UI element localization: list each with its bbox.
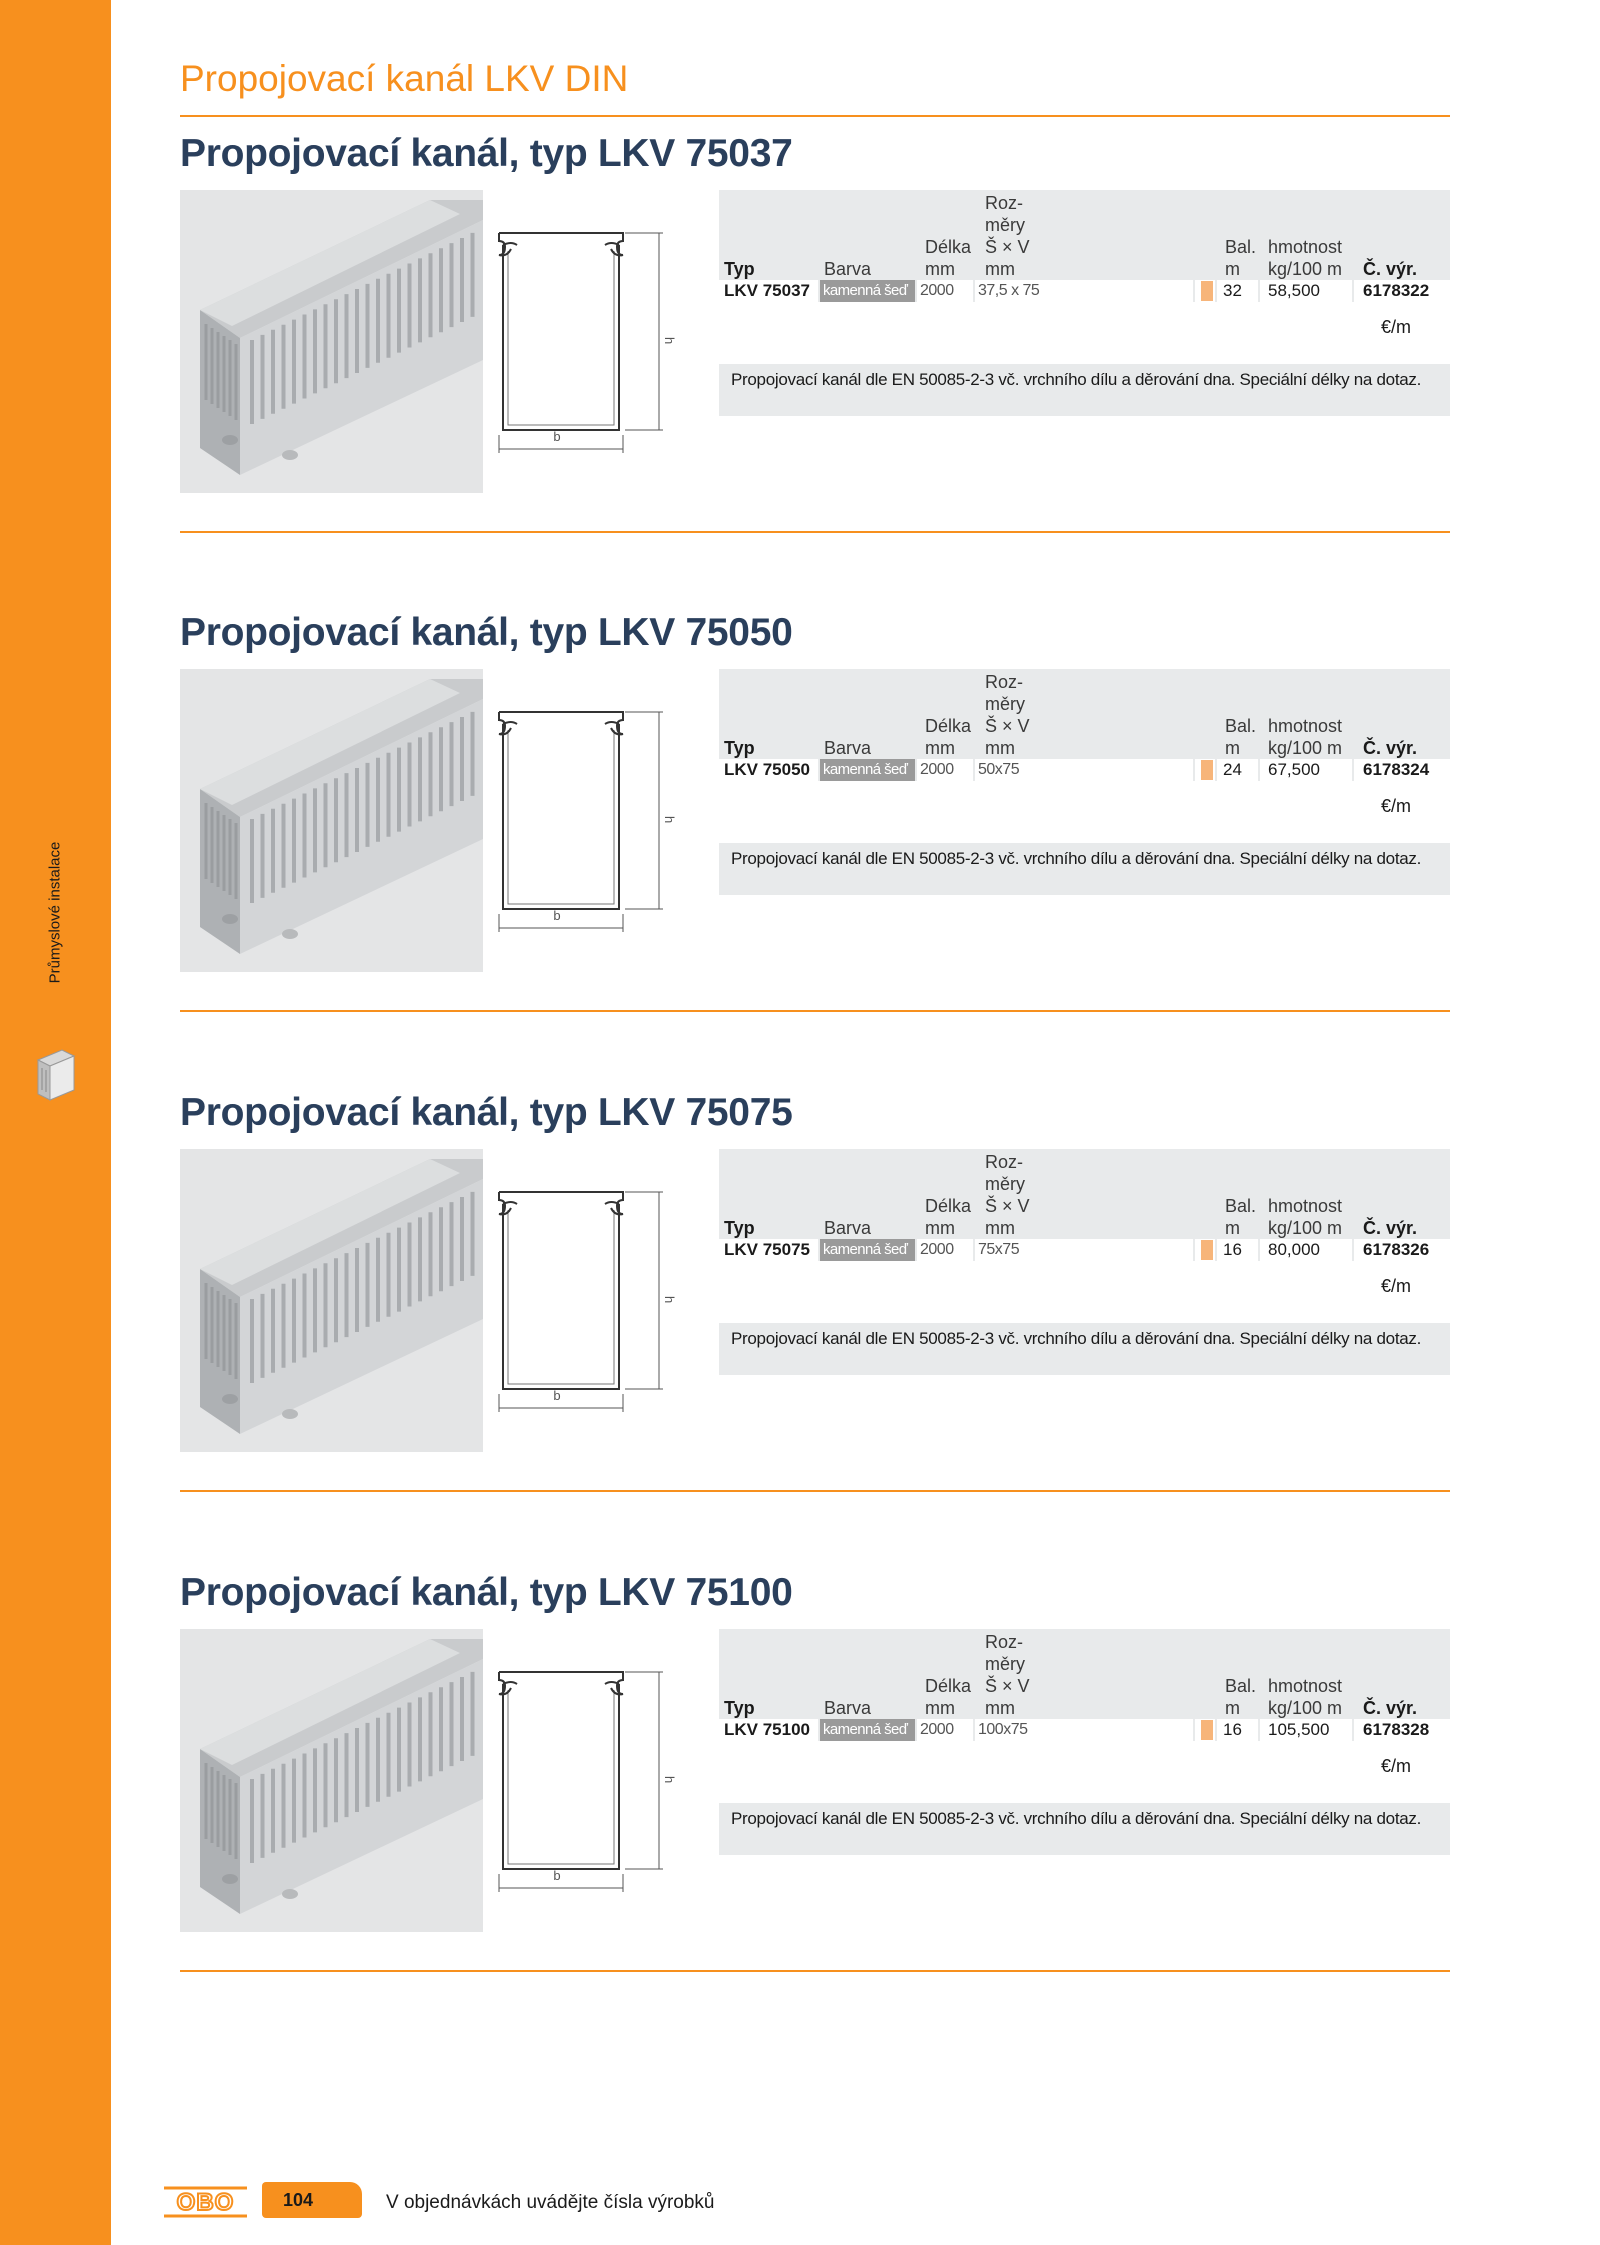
header-rozmery-dims: Š × V [985, 1676, 1030, 1696]
header-delka-unit: mm [925, 259, 955, 279]
cross-section-drawing [495, 1666, 680, 1896]
header-delka-unit: mm [925, 1218, 955, 1238]
cell-hmotnost: 80,000 [1260, 1239, 1352, 1261]
header-typ: Typ [724, 1218, 755, 1238]
spec-table-header [719, 190, 1450, 280]
cable-duct-photo-icon [180, 669, 483, 972]
header-rozmery: měry [985, 694, 1025, 714]
svg-text:b: b [553, 1388, 561, 1403]
product-section-1 [180, 132, 1450, 622]
header-delka-unit: mm [925, 738, 955, 758]
product-section-2 [180, 611, 1450, 1101]
svg-text:h: h [662, 816, 677, 824]
header-rozmery-dims: Š × V [985, 1196, 1030, 1216]
page-number-badge [262, 2182, 362, 2218]
header-rozmery: měry [985, 1174, 1025, 1194]
obo-logo [163, 2186, 248, 2218]
header-rozmery-unit: mm [985, 1218, 1015, 1238]
cell-cislo: 6178322 [1354, 280, 1450, 302]
header-hmotnost-unit: kg/100 m [1268, 259, 1343, 279]
cell-barva: kamenná šeď [820, 759, 915, 781]
svg-text:b: b [553, 908, 561, 923]
cell-typ: LKV 75075 [719, 1239, 818, 1261]
product-section-3 [180, 1091, 1450, 1581]
header-delka: Délka [925, 237, 972, 257]
svg-text:b: b [553, 1868, 561, 1883]
section-title: Propojovací kanál, typ LKV 75075 [180, 1091, 793, 1134]
svg-text:h: h [662, 337, 677, 345]
cell-typ: LKV 75037 [719, 280, 818, 302]
header-bal: Bal. [1225, 1676, 1257, 1696]
cell-rozmery: 50x75 [975, 759, 1193, 781]
product-photo [180, 1149, 483, 1452]
side-stripe [0, 0, 111, 2245]
cross-section-drawing [495, 1186, 680, 1416]
footer-note: V objednávkách uvádějte čísla výrobků [386, 2192, 715, 2213]
cell-bal: 32 [1217, 280, 1258, 302]
product-section-4 [180, 1571, 1450, 2061]
cell-hmotnost: 67,500 [1260, 759, 1352, 781]
header-typ: Typ [724, 259, 755, 279]
header-rozmery: měry [985, 1654, 1025, 1674]
cell-delka: 2000 [917, 1719, 973, 1741]
header-bal-unit: m [1225, 259, 1240, 279]
price-unit: €/m [1381, 317, 1412, 337]
spec-table-header [719, 669, 1450, 759]
product-photo [180, 669, 483, 972]
side-category-label: Průmyslové instalace [46, 841, 64, 984]
page-title: Propojovací kanál LKV DIN [180, 58, 629, 99]
cell-delka: 2000 [917, 759, 973, 781]
cross-section-drawing [495, 227, 680, 457]
header-delka: Délka [925, 1196, 972, 1216]
header-rozmery: Roz- [985, 193, 1024, 213]
price-marker [1195, 1239, 1215, 1261]
cell-barva: kamenná šeď [820, 1239, 915, 1261]
price-unit: €/m [1381, 1276, 1412, 1296]
section-title: Propojovací kanál, typ LKV 75050 [180, 611, 793, 654]
svg-text:h: h [662, 1296, 677, 1304]
header-barva: Barva [824, 259, 872, 279]
cable-duct-thumbnail-icon [34, 1046, 76, 1102]
table-row [719, 280, 1450, 302]
header-delka: Délka [925, 716, 972, 736]
spec-table [719, 1149, 1450, 1261]
spec-table-header [719, 1629, 1450, 1719]
table-row [719, 1719, 1450, 1741]
price-unit: €/m [1381, 796, 1412, 816]
header-rozmery-unit: mm [985, 259, 1015, 279]
spec-table [719, 190, 1450, 302]
cell-hmotnost: 58,500 [1260, 280, 1352, 302]
header-rozmery: Roz- [985, 1152, 1024, 1172]
table-row [719, 759, 1450, 781]
page-number: 104 [282, 2190, 314, 2210]
header-rozmery: měry [985, 215, 1025, 235]
header-rozmery-dims: Š × V [985, 716, 1030, 736]
product-description: Propojovací kanál dle EN 50085-2-3 vč. vrchního dílu a děrování dna. Speciální délky na dotaz. [719, 364, 1450, 416]
header-hmotnost: hmotnost [1268, 1196, 1343, 1216]
header-bal: Bal. [1225, 1196, 1257, 1216]
header-typ: Typ [724, 738, 755, 758]
section-rule [180, 1970, 1450, 1972]
product-description: Propojovací kanál dle EN 50085-2-3 vč. vrchního dílu a děrování dna. Speciální délky na dotaz. [719, 1323, 1450, 1375]
cell-barva: kamenná šeď [820, 1719, 915, 1741]
header-typ: Typ [724, 1698, 755, 1718]
header-bal-unit: m [1225, 1698, 1240, 1718]
header-hmotnost-unit: kg/100 m [1268, 1218, 1343, 1238]
title-rule [180, 115, 1450, 117]
spec-table [719, 669, 1450, 781]
header-delka: Délka [925, 1676, 972, 1696]
cell-bal: 16 [1217, 1719, 1258, 1741]
header-hmotnost-unit: kg/100 m [1268, 738, 1343, 758]
cell-typ: LKV 75100 [719, 1719, 818, 1741]
cell-barva: kamenná šeď [820, 280, 915, 302]
header-rozmery: Roz- [985, 672, 1024, 692]
cell-cislo: 6178328 [1354, 1719, 1450, 1741]
header-barva: Barva [824, 1698, 872, 1718]
cross-section-drawing [495, 706, 680, 936]
cable-duct-photo-icon [180, 1629, 483, 1932]
header-bal: Bal. [1225, 237, 1257, 257]
cell-hmotnost: 105,500 [1260, 1719, 1352, 1741]
cell-cislo: 6178326 [1354, 1239, 1450, 1261]
product-photo [180, 190, 483, 493]
cable-duct-photo-icon [180, 190, 483, 493]
product-description: Propojovací kanál dle EN 50085-2-3 vč. vrchního dílu a děrování dna. Speciální délky na dotaz. [719, 843, 1450, 895]
cell-bal: 24 [1217, 759, 1258, 781]
header-rozmery-unit: mm [985, 738, 1015, 758]
table-row [719, 1239, 1450, 1261]
header-cislo: Č. výr. [1363, 1218, 1418, 1238]
header-barva: Barva [824, 1218, 872, 1238]
price-marker [1195, 1719, 1215, 1741]
header-bal: Bal. [1225, 716, 1257, 736]
product-photo [180, 1629, 483, 1932]
svg-text:h: h [662, 1776, 677, 1784]
header-hmotnost: hmotnost [1268, 237, 1343, 257]
header-cislo: Č. výr. [1363, 259, 1418, 279]
price-unit: €/m [1381, 1756, 1412, 1776]
section-rule [180, 1010, 1450, 1012]
header-hmotnost: hmotnost [1268, 716, 1343, 736]
header-cislo: Č. výr. [1363, 1698, 1418, 1718]
price-marker [1195, 759, 1215, 781]
cell-typ: LKV 75050 [719, 759, 818, 781]
cell-bal: 16 [1217, 1239, 1258, 1261]
header-delka-unit: mm [925, 1698, 955, 1718]
header-hmotnost: hmotnost [1268, 1676, 1343, 1696]
header-rozmery-dims: Š × V [985, 237, 1030, 257]
cell-delka: 2000 [917, 1239, 973, 1261]
header-bal-unit: m [1225, 1218, 1240, 1238]
cell-cislo: 6178324 [1354, 759, 1450, 781]
cell-delka: 2000 [917, 280, 973, 302]
header-hmotnost-unit: kg/100 m [1268, 1698, 1343, 1718]
header-bal-unit: m [1225, 738, 1240, 758]
cell-rozmery: 100x75 [975, 1719, 1193, 1741]
cable-duct-photo-icon [180, 1149, 483, 1452]
cell-rozmery: 37,5 x 75 [975, 280, 1193, 302]
section-rule [180, 531, 1450, 533]
header-cislo: Č. výr. [1363, 738, 1418, 758]
price-marker [1195, 280, 1215, 302]
header-rozmery: Roz- [985, 1632, 1024, 1652]
section-title: Propojovací kanál, typ LKV 75100 [180, 1571, 793, 1614]
svg-text:b: b [553, 429, 561, 444]
section-rule [180, 1490, 1450, 1492]
section-title: Propojovací kanál, typ LKV 75037 [180, 132, 793, 175]
product-description: Propojovací kanál dle EN 50085-2-3 vč. vrchního dílu a děrování dna. Speciální délky na dotaz. [719, 1803, 1450, 1855]
header-barva: Barva [824, 738, 872, 758]
svg-text:OBO: OBO [176, 2189, 235, 2216]
header-rozmery-unit: mm [985, 1698, 1015, 1718]
spec-table-header [719, 1149, 1450, 1239]
spec-table [719, 1629, 1450, 1741]
cell-rozmery: 75x75 [975, 1239, 1193, 1261]
